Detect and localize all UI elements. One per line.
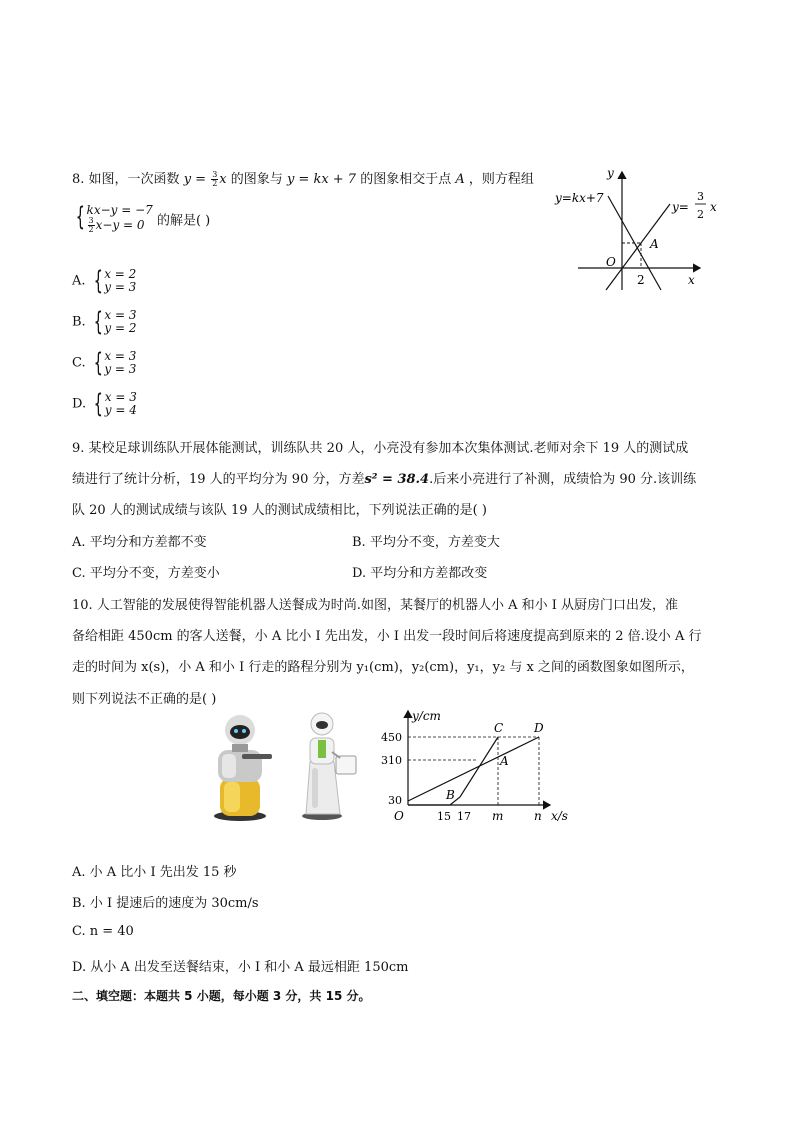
q8-tick-label: 2 [637, 273, 645, 287]
q10-line4: 则下列说法不正确的是( ) [72, 692, 217, 707]
q8-option-row: y = 3 [104, 362, 137, 376]
q8-system-row1: kx−y = −7 [86, 203, 153, 217]
q8-system-row2-num: 3 [88, 216, 94, 225]
q8-system-row2-den: 2 [88, 225, 94, 234]
q10-y-tick-450: 450 [381, 731, 402, 744]
q8-option-letter: C. [72, 355, 86, 371]
q10-x-tick-15: 15 [437, 810, 451, 823]
q9-line3: 队 20 人的测试成绩与该队 19 人的测试成绩相比，下列说法正确的是( ) [72, 503, 487, 518]
q10-option-d[interactable]: D. 从小 A 出发至送餐结束，小 I 和小 A 最远相距 150cm [72, 960, 409, 975]
q8-point: A [455, 172, 465, 187]
q10-option-b[interactable]: B. 小 I 提速后的速度为 30cm/s [72, 896, 259, 911]
q8-eq1-num: 3 [212, 170, 218, 179]
q8-text-c: 的图象相交于点 [360, 172, 452, 187]
q9-variance: s² = 38.4 [364, 472, 430, 487]
q9-option-c[interactable]: C. 平均分不变，方差变小 [72, 566, 220, 581]
q10-y-tick-30: 30 [388, 794, 402, 807]
q8-origin-label: O [606, 255, 616, 269]
q8-option-row: y = 4 [104, 403, 137, 417]
q8-stem [72, 168, 534, 188]
q8-option-row: x = 3 [104, 308, 137, 322]
brace-icon: { [93, 307, 103, 337]
q10-option-c[interactable]: C. n = 40 [72, 924, 134, 939]
q10-y-tick-310: 310 [381, 754, 402, 767]
q8-text-a: 8. 如图，一次函数 [72, 172, 180, 187]
q8-system-row2: x−y = 0 [95, 218, 145, 232]
q8-eq1-lhs: y = [183, 172, 211, 187]
q8-option-d[interactable] [72, 391, 137, 417]
q8-system-brace: { [75, 202, 85, 232]
q8-eq1-rhs: x [219, 172, 227, 187]
q10-x-tick-n: n [534, 809, 542, 823]
q9-line2-b: .后来小亮进行了补测，成绩恰为 90 分.该训练 [429, 472, 697, 487]
q10-point-b: B [446, 788, 455, 802]
q9-option-a[interactable]: A. 平均分和方差都不变 [72, 535, 207, 550]
brace-icon: { [93, 389, 104, 419]
robot-i-illustration [298, 710, 362, 822]
q8-option-letter: B. [72, 314, 86, 330]
robot-a-illustration [212, 710, 274, 822]
q8-option-letter: D. [72, 396, 87, 412]
q8-line2-label-den: 2 [697, 208, 704, 221]
q8-system-line [72, 204, 210, 234]
q8-eq2: y = kx + 7 [286, 172, 357, 187]
q10-x-tick-17: 17 [457, 810, 471, 823]
q8-option-letter: A. [72, 273, 86, 289]
q9-line2-a: 绩进行了统计分析，19 人的平均分为 90 分，方差 [72, 472, 365, 487]
q10-point-a: A [500, 754, 509, 768]
q8-option-row: y = 2 [104, 321, 137, 335]
q10-line2: 备给相距 450cm 的客人送餐，小 A 比小 I 先出发，小 I 出发一段时间后将速度提高到原来的 2 倍.设小 A 行 [72, 629, 702, 644]
q10-x-tick-m: m [492, 809, 504, 823]
q8-line2-label-lhs: y= [672, 200, 689, 214]
q10-origin: O [394, 809, 404, 823]
q10-line-a [408, 737, 539, 801]
q10-point-d: D [534, 721, 544, 735]
q8-system-row2-wrap [87, 217, 153, 234]
q8-eq1-frac [211, 171, 218, 188]
q10-line1: 10. 人工智能的发展使得智能机器人送餐成为时尚.如图，某餐厅的机器人小 A 和小 I 从厨房门口出发，准 [72, 598, 678, 613]
q8-option-row: x = 3 [104, 349, 137, 363]
brace-icon: { [93, 266, 103, 296]
q8-option-row: y = 3 [104, 280, 137, 294]
q8-option-c[interactable] [72, 350, 136, 376]
q10-option-a[interactable]: A. 小 A 比小 I 先出发 15 秒 [72, 865, 237, 880]
q8-text-d: ，则方程组 [468, 172, 534, 187]
q9-option-d[interactable]: D. 平均分和方差都改变 [352, 566, 488, 581]
q8-graph [548, 160, 738, 295]
q8-option-b[interactable] [72, 309, 136, 335]
q10-point-c: C [494, 721, 504, 735]
q9-line2 [72, 468, 696, 487]
q10-y-label: y/cm [412, 709, 441, 723]
q8-line2-label-x: x [710, 200, 717, 214]
q9-option-b[interactable]: B. 平均分不变，方差变大 [352, 535, 500, 550]
q9-line1: 9. 某校足球训练队开展体能测试，训练队共 20 人，小亮没有参加本次集体测试.老师对余下 19 人的测试成 [72, 441, 689, 456]
q8-y-axis-label: y [607, 166, 614, 180]
q10-x-label: x/s [551, 809, 568, 823]
section-title: 二、填空题：本题共 5 小题，每小题 3 分，共 15 分。 [72, 989, 371, 1003]
q8-line2-label-num: 3 [697, 190, 704, 203]
q8-option-row: x = 3 [104, 390, 137, 404]
q8-option-row: x = 2 [104, 267, 137, 281]
q10-line3: 走的时间为 x(s)，小 A 和小 I 行走的路程分别为 y₁(cm)，y₂(cm)，y₁，y₂ 与 x 之间的函数图象如图所示， [72, 660, 694, 675]
q8-line1-label: y=kx+7 [555, 191, 604, 205]
q8-x-axis-label: x [688, 273, 695, 287]
q8-system [72, 204, 153, 234]
q8-text-e: 的解是( ) [156, 213, 211, 229]
q8-option-a[interactable] [72, 268, 136, 294]
q8-eq1-den: 2 [212, 179, 218, 188]
q8-text-b: 的图象与 [230, 172, 283, 187]
q8-point-label: A [650, 237, 659, 251]
q10-graph [378, 705, 578, 827]
brace-icon: { [93, 348, 103, 378]
